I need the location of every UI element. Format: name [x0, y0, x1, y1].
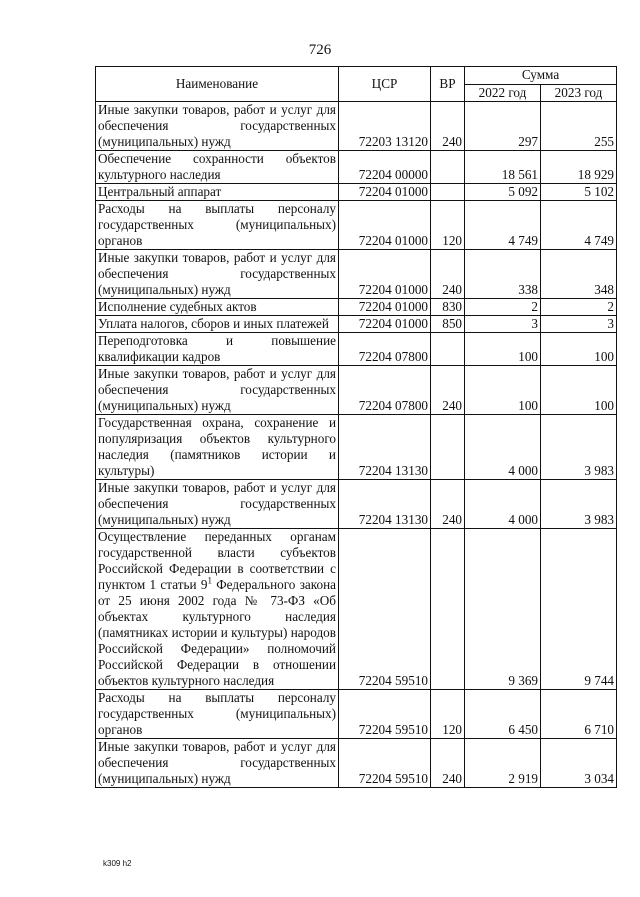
row-vr: [431, 333, 465, 366]
table-row: [96, 690, 617, 739]
row-csr: 72204 00000: [339, 151, 431, 184]
row-sum-2022: 4 000: [465, 480, 541, 529]
row-sum-2023: 3 983: [541, 415, 617, 480]
row-sum-2022: 4 000: [465, 415, 541, 480]
row-vr: [431, 415, 465, 480]
row-sum-2022: 5 092: [465, 184, 541, 201]
row-sum-2023: 18 929: [541, 151, 617, 184]
row-sum-2022: 338: [465, 250, 541, 299]
table-row: [96, 366, 617, 415]
table-row: [96, 415, 617, 480]
row-vr: [431, 529, 465, 690]
footer-code: k309 h2: [103, 859, 132, 868]
row-csr: 72204 59510: [339, 690, 431, 739]
header-vr: ВР: [431, 67, 465, 102]
row-csr: 72204 59510: [339, 529, 431, 690]
budget-table: [95, 66, 617, 788]
row-sum-2022: 100: [465, 366, 541, 415]
header-csr: ЦСР: [339, 67, 431, 102]
row-name: Государственная охрана, сохранение и популяризация объектов культурного наследия (памятников истории и культуры): [96, 415, 339, 480]
row-vr: 850: [431, 316, 465, 333]
row-sum-2022: 297: [465, 102, 541, 151]
row-vr: 240: [431, 480, 465, 529]
row-name: Центральный аппарат: [96, 184, 339, 201]
table-row: [96, 316, 617, 333]
table-row: [96, 250, 617, 299]
row-sum-2023: 255: [541, 102, 617, 151]
table-row: [96, 201, 617, 250]
header-year-2023: 2023 год: [541, 84, 617, 102]
row-sum-2022: 18 561: [465, 151, 541, 184]
row-sum-2023: 3 034: [541, 739, 617, 788]
row-sum-2023: 100: [541, 333, 617, 366]
header-name: Наименование: [96, 67, 339, 102]
table-row: [96, 529, 617, 690]
row-sum-2023: 9 744: [541, 529, 617, 690]
row-name: Иные закупки товаров, работ и услуг для обеспечения государственных (муниципальных) нужд: [96, 250, 339, 299]
row-sum-2023: 6 710: [541, 690, 617, 739]
row-name: Исполнение судебных актов: [96, 299, 339, 316]
header-row: [96, 67, 617, 85]
row-name: [96, 529, 339, 690]
row-sum-2023: 3 983: [541, 480, 617, 529]
header-year-2022: 2022 год: [465, 84, 541, 102]
row-csr: 72203 13120: [339, 102, 431, 151]
row-csr: 72204 07800: [339, 366, 431, 415]
row-csr: 72204 01000: [339, 299, 431, 316]
row-name: Уплата налогов, сборов и иных платежей: [96, 316, 339, 333]
row-sum-2023: 348: [541, 250, 617, 299]
row-sum-2022: 3: [465, 316, 541, 333]
row-sum-2022: 2: [465, 299, 541, 316]
row-vr: 240: [431, 739, 465, 788]
row-vr: 830: [431, 299, 465, 316]
row-sum-2023: 100: [541, 366, 617, 415]
row-sum-2022: 2 919: [465, 739, 541, 788]
row-csr: 72204 13130: [339, 480, 431, 529]
row-name: Обеспечение сохранности объектов культурного наследия: [96, 151, 339, 184]
table-row: [96, 184, 617, 201]
row-csr: 72204 01000: [339, 184, 431, 201]
row-name: Иные закупки товаров, работ и услуг для обеспечения государственных (муниципальных) нужд: [96, 102, 339, 151]
row-csr: 72204 07800: [339, 333, 431, 366]
table-row: [96, 102, 617, 151]
row-csr: 72204 01000: [339, 250, 431, 299]
row-name: Расходы на выплаты персоналу государственных (муниципальных) органов: [96, 690, 339, 739]
row-name: Переподготовка и повышение квалификации кадров: [96, 333, 339, 366]
table-row: [96, 299, 617, 316]
row-vr: 240: [431, 250, 465, 299]
row-name: Иные закупки товаров, работ и услуг для обеспечения государственных (муниципальных) нужд: [96, 366, 339, 415]
row-vr: [431, 184, 465, 201]
row-sum-2023: 2: [541, 299, 617, 316]
row-sum-2023: 5 102: [541, 184, 617, 201]
row-sum-2022: 4 749: [465, 201, 541, 250]
row-name-part2: Федерального закона от 25 июня 2002 года № 73-ФЗ «Об объектах культурного наследия (памятниках истории и культуры) народов Российской Федерации» полномочий Российской Федерации в отношении объектов культурного наследия: [98, 577, 337, 688]
row-vr: [431, 151, 465, 184]
row-sum-2022: 9 369: [465, 529, 541, 690]
table-row: [96, 333, 617, 366]
page-number: 726: [308, 42, 332, 58]
row-name: Расходы на выплаты персоналу государственных (муниципальных) органов: [96, 201, 339, 250]
row-vr: 240: [431, 366, 465, 415]
row-csr: 72204 01000: [339, 316, 431, 333]
table-row: [96, 151, 617, 184]
row-csr: 72204 13130: [339, 415, 431, 480]
row-name-part1: Осуществление переданных органам государственной власти субъектов Российской Федерации в соответствии с пунктом 1 статьи 9: [98, 529, 336, 592]
row-name: Иные закупки товаров, работ и услуг для обеспечения государственных (муниципальных) нужд: [96, 480, 339, 529]
row-vr: 120: [431, 201, 465, 250]
row-sum-2023: 4 749: [541, 201, 617, 250]
row-sum-2022: 6 450: [465, 690, 541, 739]
row-vr: 240: [431, 102, 465, 151]
row-csr: 72204 01000: [339, 201, 431, 250]
row-vr: 120: [431, 690, 465, 739]
table-row: [96, 739, 617, 788]
row-sum-2022: 100: [465, 333, 541, 366]
header-sum: Сумма: [465, 67, 617, 85]
footnote-superscript: 1: [207, 575, 212, 586]
row-sum-2023: 3: [541, 316, 617, 333]
row-name: Иные закупки товаров, работ и услуг для обеспечения государственных (муниципальных) нужд: [96, 739, 339, 788]
table-row: [96, 480, 617, 529]
row-csr: 72204 59510: [339, 739, 431, 788]
